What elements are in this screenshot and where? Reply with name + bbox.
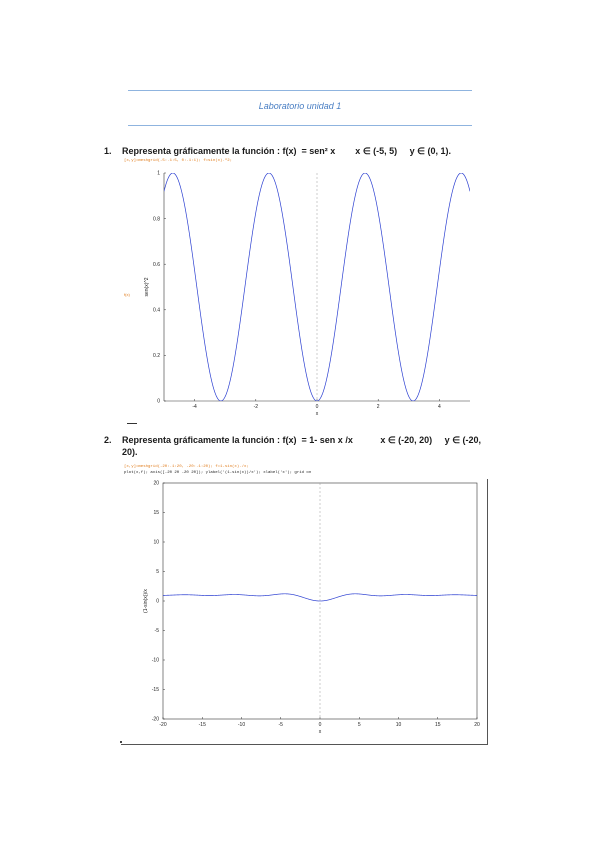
x-tick-label: -10: [237, 722, 246, 728]
x-axis-label: x: [318, 729, 322, 735]
y-tick-label: 0.8: [153, 216, 160, 223]
x-tick-label: 15: [434, 722, 441, 728]
question-text: Representa gráficamente la función : f(x) = 1- sen x /x x ∈ (-20, 20) y ∈ (-20,: [122, 435, 482, 445]
y-axis-label: (1-sin(x))/x: [143, 589, 149, 613]
code-snippet: [x,y]=meshgrid(-20:.1:20, -20:.1:20); f=1-sin(x)./x;: [124, 465, 249, 469]
x-tick-label: 10: [395, 722, 402, 728]
question-1: [104, 145, 451, 157]
x-tick-label: 5: [357, 722, 361, 728]
y-tick-label: 0: [156, 598, 159, 605]
chart-one-minus-sinc: [121, 479, 487, 744]
x-tick-label: 0: [315, 404, 319, 410]
plot-2: [121, 479, 488, 745]
page-mark: [120, 741, 122, 743]
y-tick-label: 10: [153, 539, 159, 546]
x-axis-label: x: [315, 411, 319, 417]
code-snippet: [x,y]=meshgrid(-5:.1:5, 0:.1:1); f=sin(x).^2;: [124, 159, 233, 163]
y-axis-label: sen(x)^2: [144, 277, 150, 297]
y-tick-label: 0.6: [153, 261, 160, 268]
x-tick-label: -20: [159, 722, 167, 728]
x-tick-label: 0: [318, 722, 322, 728]
y-tick-label: 20: [153, 480, 159, 487]
y-tick-label: 5: [156, 569, 159, 576]
question-text-continued: 20).: [122, 447, 138, 457]
x-tick-label: 20: [474, 722, 480, 728]
y-tick-label: -20: [151, 716, 159, 723]
x-tick-label: -2: [253, 404, 259, 410]
plot-side-label: f(x): [124, 292, 130, 297]
y-tick-label: -15: [151, 687, 159, 694]
y-tick-label: 0: [157, 398, 160, 405]
question-number: 2.: [104, 435, 112, 445]
x-tick-label: -5: [278, 722, 283, 728]
y-tick-label: -10: [151, 657, 159, 664]
x-tick-label: 4: [438, 404, 441, 410]
y-tick-label: 0.4: [153, 307, 160, 314]
y-tick-label: 0.2: [153, 353, 160, 360]
header-rule-bottom: [128, 125, 472, 126]
page-title: Laboratorio unidad 1: [258, 101, 342, 111]
x-tick-label: 2: [376, 404, 380, 410]
header-rule-top: [128, 90, 472, 91]
question-2: [104, 434, 481, 458]
question-text: Representa gráficamente la función : f(x) = sen² x x ∈ (-5, 5) y ∈ (0, 1).: [122, 146, 452, 156]
code-snippet-line2: plot(x,f); axis([-20 20 -20 20]); ylabel('(1-sin(x))/x'); xlabel('x'); grid on: [124, 471, 312, 475]
plot-1: [137, 165, 474, 423]
x-tick-label: -15: [198, 722, 206, 728]
question-number: 1.: [104, 146, 112, 156]
chart-sin-squared: [137, 165, 474, 423]
y-tick-label: 15: [153, 510, 159, 517]
y-tick-label: -5: [154, 628, 159, 635]
y-tick-label: 1: [157, 170, 160, 177]
x-tick-label: -4: [192, 404, 197, 410]
